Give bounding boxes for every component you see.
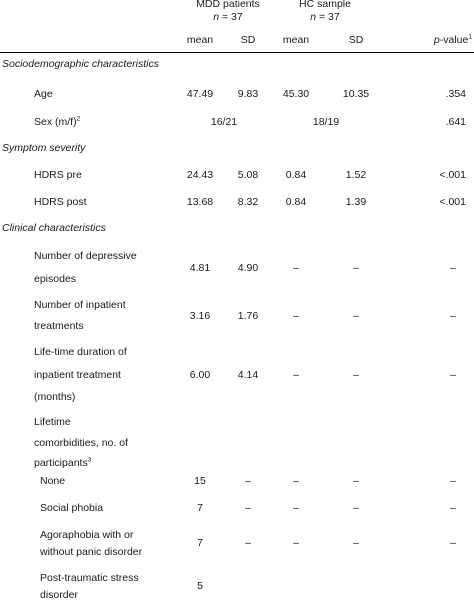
col-mean-2: mean: [282, 34, 310, 46]
row-inpatient-sd2: –: [353, 310, 359, 322]
row-social-mean2: –: [293, 502, 299, 514]
row-none-sd2: –: [353, 475, 359, 487]
row-depressive-mean2: –: [293, 262, 299, 274]
row-agora-mean2: –: [293, 537, 299, 549]
header-group1-n: n = 37: [213, 11, 243, 23]
header-group1-name: MDD patients: [196, 0, 260, 10]
row-social-label: Social phobia: [40, 502, 104, 514]
row-inpatient-mean2: –: [293, 310, 299, 322]
row-duration-label-3: (months): [34, 391, 76, 403]
row-age-label: Age: [34, 88, 53, 100]
row-duration-sd1: 4.14: [237, 369, 259, 381]
row-social-mean1: 7: [197, 502, 203, 514]
row-hdrs-post-label: HDRS post: [34, 196, 87, 208]
row-duration-sd2: –: [353, 369, 359, 381]
row-social-sd1: –: [245, 502, 251, 514]
row-age-sd2: 10.35: [342, 88, 370, 100]
col-sd-2: SD: [348, 34, 364, 46]
section-symptom-severity: Symptom severity: [2, 142, 86, 154]
row-agora-mean1: 7: [197, 537, 203, 549]
row-age-sd1: 9.83: [237, 88, 259, 100]
row-ptsd-label-2: disorder: [40, 589, 78, 601]
row-none-p: –: [450, 475, 456, 487]
row-sex-group1: 16/21: [210, 116, 238, 128]
section-sociodemographic: Sociodemographic characteristics: [2, 58, 159, 70]
row-depressive-label-2: episodes: [34, 273, 77, 285]
row-hdrs-pre-mean2: 0.84: [285, 169, 307, 181]
row-duration-label-1: Life-time duration of: [34, 346, 127, 358]
header-group2-name: HC sample: [299, 0, 351, 10]
row-hdrs-pre-mean1: 24.43: [186, 169, 214, 181]
row-none-mean1: 15: [194, 475, 206, 487]
row-none-sd1: –: [245, 475, 251, 487]
row-depressive-sd2: –: [353, 262, 359, 274]
row-inpatient-label-1: Number of inpatient: [34, 299, 126, 311]
row-hdrs-post-mean2: 0.84: [285, 196, 307, 208]
row-duration-p: –: [450, 369, 456, 381]
row-duration-mean1: 6.00: [189, 369, 211, 381]
row-hdrs-post-mean1: 13.68: [186, 196, 214, 208]
row-inpatient-p: –: [450, 310, 456, 322]
row-ptsd-mean1: 5: [197, 580, 203, 592]
row-sex-group2: 18/19: [312, 116, 340, 128]
row-depressive-sd1: 4.90: [237, 262, 259, 274]
row-social-sd2: –: [353, 502, 359, 514]
row-duration-label-2: inpatient treatment: [34, 369, 121, 381]
row-agora-sd2: –: [353, 537, 359, 549]
col-p-value: p-value$^1$: [433, 33, 472, 46]
row-duration-mean2: –: [293, 369, 299, 381]
header-group2-n: n = 37: [310, 11, 340, 23]
row-age-mean1: 47.49: [186, 88, 214, 100]
row-agora-label-1: Agoraphobia with or: [40, 529, 134, 541]
section-clinical: Clinical characteristics: [2, 222, 106, 234]
row-depressive-mean1: 4.81: [189, 262, 211, 274]
row-inpatient-sd1: 1.76: [237, 310, 259, 322]
row-ptsd-label-1: Post-traumatic stress: [40, 572, 139, 584]
col-mean-1: mean: [186, 34, 214, 46]
row-hdrs-post-sd1: 8.32: [237, 196, 259, 208]
row-agora-p: –: [450, 537, 456, 549]
col-sd-1: SD: [240, 34, 256, 46]
header-divider: [0, 52, 474, 53]
row-none-mean2: –: [293, 475, 299, 487]
row-hdrs-post-sd2: 1.39: [345, 196, 367, 208]
row-hdrs-post-p: <.001: [439, 196, 466, 208]
row-none-label: None: [40, 475, 66, 487]
row-depressive-label-1: Number of depressive: [34, 250, 137, 262]
row-hdrs-pre-sd2: 1.52: [345, 169, 367, 181]
row-hdrs-pre-sd1: 5.08: [237, 169, 259, 181]
row-sex-p: .641: [445, 116, 466, 128]
row-inpatient-label-2: treatments: [34, 320, 84, 332]
row-agora-label-2: without panic disorder: [40, 546, 143, 558]
row-comorb-label-2: comorbidities, no. of: [34, 437, 128, 449]
row-comorb-label-1: Lifetime: [34, 416, 71, 428]
row-age-p: .354: [445, 88, 466, 100]
row-agora-sd1: –: [245, 537, 251, 549]
row-social-p: –: [450, 502, 456, 514]
row-hdrs-pre-p: <.001: [439, 169, 466, 181]
row-depressive-p: –: [450, 262, 456, 274]
row-hdrs-pre-label: HDRS pre: [34, 169, 82, 181]
row-sex-label: Sex $(m/f)^2$: [34, 115, 81, 128]
row-inpatient-mean1: 3.16: [189, 310, 211, 322]
row-comorb-label-3: participants$^3$: [34, 456, 92, 469]
row-age-mean2: 45.30: [282, 88, 310, 100]
